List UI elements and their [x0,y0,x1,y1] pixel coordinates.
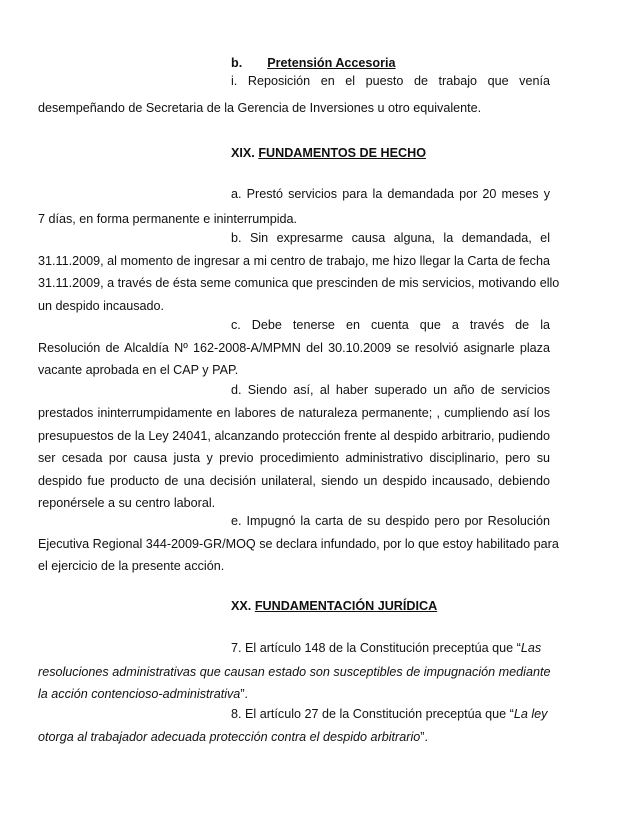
item-8-line-2 [38,729,550,746]
section-b-heading [231,55,638,72]
para-d-line-2: prestados ininterrumpidamente en labores de naturaleza permanente; , cumpliendo así los [38,406,550,420]
para-b-line-1: b. Sin expresarme causa alguna, la demandada, el [231,231,550,245]
section-xx-heading [231,598,638,615]
item-i-line-2: desempeñando de Secretaria de la Gerencia de Inversiones u otro equivalente. [38,101,482,115]
para-c-line-3: vacante aprobada en el CAP y PAP. [38,363,239,377]
para-d-line-5: despido fue producto de una decisión unilateral, siendo un despido incausado, debiendo [38,474,550,488]
item-7-line-1 [231,640,550,657]
item-7-closing: ”. [240,687,249,701]
section-b-marker: b. [231,56,243,70]
para-d-line-4: ser cesada por causa justa y previo procedimiento administrativo disciplinario, pero su [38,451,550,465]
para-a-line-2: 7 días, en forma permanente e ininterrumpida. [38,212,298,226]
item-7-quote-line-2: resoluciones administrativas que causan estado son susceptibles de impugnación mediante [38,665,551,679]
para-b-line-2: 31.11.2009, al momento de ingresar a mi centro de trabajo, me hizo llegar la Carta de fecha [38,254,550,268]
para-e-line-3: el ejercicio de la presente acción. [38,559,225,573]
item-i-line-1: i. Reposición en el puesto de trabajo que venía [231,74,550,88]
para-c-line-2: Resolución de Alcaldía Nº 162-2008-A/MPMN del 30.10.2009 se resolvió asignarle plaza [38,341,550,355]
item-8-line-1 [231,706,550,723]
item-8-intro: 8. El artículo 27 de la Constitución preceptúa que “ [231,707,514,721]
para-e-line-1: e. Impugnó la carta de su despido pero por Resolución [231,514,550,528]
item-8-quote-end: otorga al trabajador adecuada protección contra el despido arbitrario [38,730,421,744]
item-7-quote-start: Las [520,641,542,655]
para-b-line-4: un despido incausado. [38,299,165,313]
para-e-line-2: Ejecutiva Regional 344-2009-GR/MOQ se declara infundado, por lo que estoy habilitado para [38,537,559,551]
para-d-line-3: presupuestos de la Ley 24041, alcanzando protección frente al despido arbitrario, pudiendo [38,429,550,443]
item-8-closing: ”. [420,730,428,744]
section-xx-number: XX. [231,599,252,613]
section-xix-title: FUNDAMENTOS DE HECHO [258,146,427,160]
item-7-line-3 [38,686,550,703]
para-c-line-1: c. Debe tenerse en cuenta que a través de la [231,318,550,332]
section-xix-heading [231,145,638,162]
item-7-intro: 7. El artículo 148 de la Constitución preceptúa que “ [231,641,521,655]
para-b-line-3: 31.11.2009, a través de ésta seme comunica que prescinden de mis servicios, motivando ello [38,276,560,290]
para-d-line-1: d. Siendo así, al haber superado un año de servicios [231,383,550,397]
para-a-line-1: a. Prestó servicios para la demandada por 20 meses y [231,187,550,201]
section-xix-number: XIX. [231,146,255,160]
item-7-quote-end: la acción contencioso-administrativa [38,687,241,701]
para-d-line-6: reponérsele a su centro laboral. [38,496,216,510]
item-8-quote-start: La ley [513,707,548,721]
section-b-title: Pretensión Accesoria [267,56,396,70]
section-xx-title: FUNDAMENTACIÓN JURÍDICA [254,599,438,613]
